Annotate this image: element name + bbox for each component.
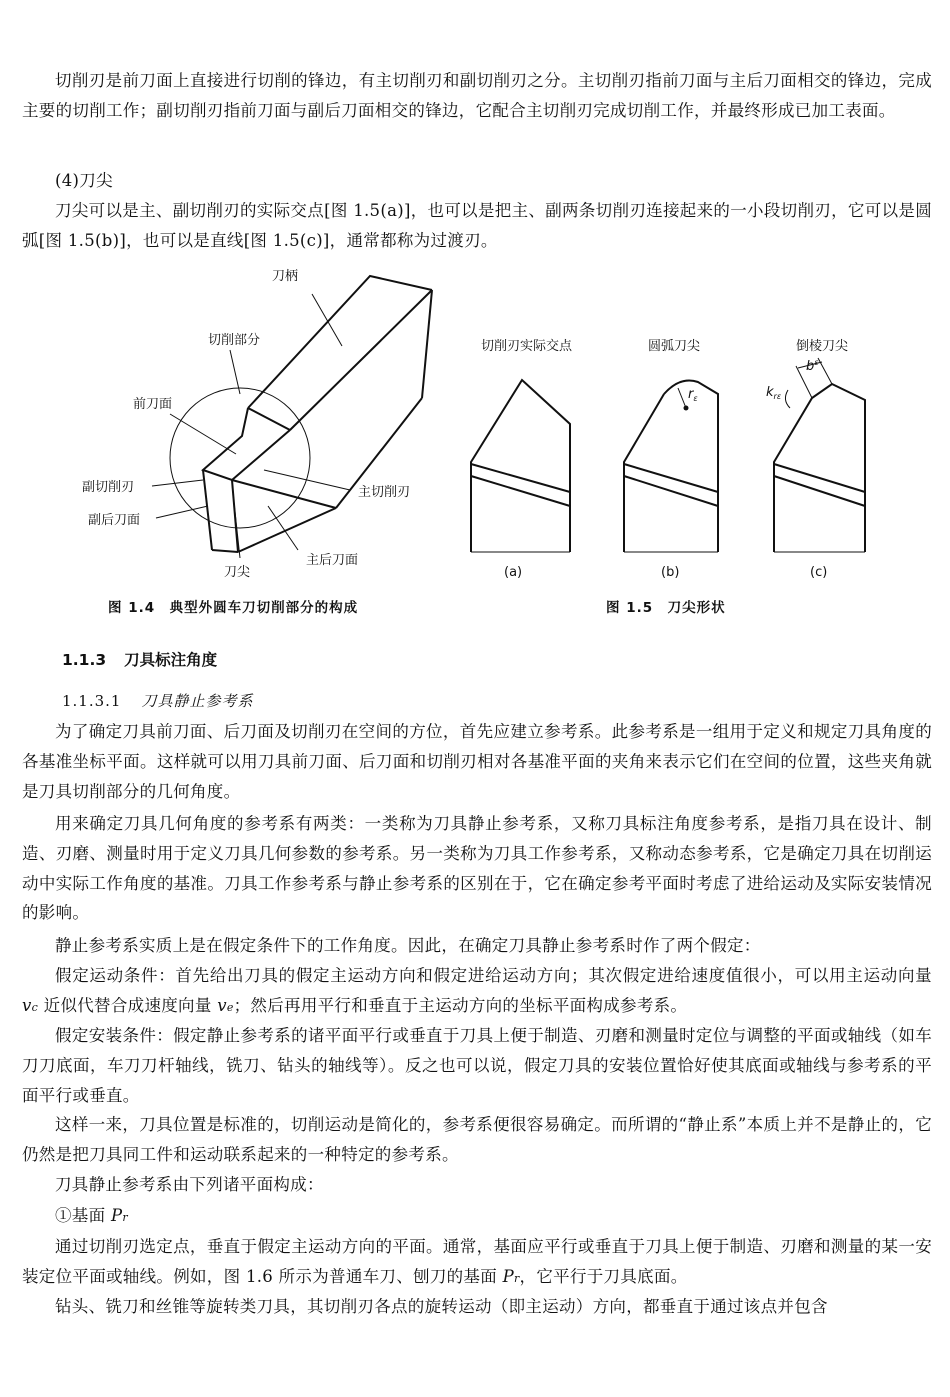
label-k-r-epsilon: $k_{r\varepsilon}$ — [766, 385, 782, 401]
arc-center-dot — [684, 406, 689, 411]
body-paragraph-2: 用来确定刀具几何角度的参考系有两类：一类称为刀具静止参考系，又称刀具标注角度参考系，是指刀具在设计、制造、刃磨、测量时用于定义刀具几何参数的参考系。另一类称为刀具工作参考系，又称动态参考系，它是确定刀具在切削运动中实际工作角度的基准。刀具工作参考系与静止参考系的区别在于，它在确定参考平面时考虑了进给运动及实际安装情况的影响。 — [22, 814, 932, 923]
rake-inner-edge — [248, 408, 290, 430]
label-handle: 刀柄 — [272, 269, 299, 284]
section-title: 刀具标注角度 — [124, 651, 218, 669]
body-paragraph-10: 钻头、铣刀和丝锥等旋转类刀具，其切削刃各点的旋转运动（即主运动）方向，都垂直于通过该点并包含 — [55, 1297, 828, 1316]
figure-1-5-c — [774, 358, 865, 552]
leader-cutting-part — [230, 350, 240, 394]
body-paragraph-9: 通过切削刃选定点，垂直于假定主运动方向的平面。通常，基面应平行或垂直于刀具上便于制造、刃磨和测量的某一安装定位平面或轴线。例如，图 1.6 所示为普通车刀、刨刀的基面 Pr，它平行于刀具底面。 — [22, 1237, 932, 1286]
paragraph-cutting-edge: 切削刃是前刀面上直接进行切削的锋边，有主切削刃和副切削刃之分。主切削刃指前刀面与主后刀面相交的锋边，完成主要的切削工作；副切削刃指前刀面与副后刀面相交的锋边，它配合主切削刃完成切削工作，并最终形成已加工表面。 — [22, 71, 932, 120]
label-major-edge: 主切削刃 — [358, 485, 411, 500]
var-pr: Pr — [110, 1206, 128, 1225]
body-paragraph-7: 刀具静止参考系由下列诸平面构成： — [55, 1175, 324, 1194]
label-r-epsilon: $r_\varepsilon$ — [688, 387, 698, 403]
body-paragraph-5: 假定安装条件：假定静止参考系的诸平面平行或垂直于刀具上便于制造、刃磨和测量时定位与调整的平面或轴线（如车刀刀底面，车刀刀杆轴线，铣刀、钻头的轴线等）。反之也可以说，假定刀具的安装位置恰好使其底面或轴线与参考系的平面平行或垂直。 — [22, 1026, 932, 1105]
leader-major-edge — [264, 470, 350, 490]
var-pr-2: Pr — [502, 1266, 520, 1286]
label-fig-a-title: 切削刃实际交点 — [481, 339, 573, 354]
label-cutting-part: 切削部分 — [208, 333, 261, 348]
label-fig-b: (b) — [661, 565, 680, 580]
label-fig-a: (a) — [504, 565, 523, 580]
leader-minor-flank — [156, 506, 208, 518]
section-heading — [62, 648, 217, 670]
major-flank-bottom — [238, 508, 336, 552]
label-minor-edge: 副切削刃 — [82, 480, 135, 495]
figure-1-5-caption: 图 1.5 刀尖形状 — [606, 600, 726, 616]
subsection-number: 1.1.3.1 — [62, 692, 122, 710]
rake-face-outline — [203, 408, 290, 480]
var-ve: ve — [217, 995, 234, 1015]
label-major-flank: 主后刀面 — [306, 553, 359, 568]
figure-1-4-caption: 图 1.4 典型外圆车刀切削部分的构成 — [108, 600, 359, 616]
label-b-epsilon: $b^\varepsilon$ — [806, 358, 819, 374]
body-paragraph-6: 这样一来，刀具位置是标准的，切削运动是简化的，参考系便很容易确定。而所谓的“静止系”本质上并不是静止的，它仍然是把刀具同工件和运动联系起来的一种特定的参考系。 — [22, 1115, 932, 1164]
var-vc: vc — [22, 995, 39, 1015]
shank-top-right-edge — [290, 290, 432, 430]
paragraph-tool-tip: 刀尖可以是主、副切削刃的实际交点[图 1.5(a)]，也可以是把主、副两条切削刃连接起来的一小段切削刃，它可以是圆弧[图 1.5(b)]，也可以是直线[图 1.5(c)]，通常都称为过渡刃。 — [22, 201, 932, 250]
leader-tip — [232, 484, 240, 558]
section-number: 1.1.3 — [62, 651, 107, 669]
leader-handle — [312, 294, 342, 346]
major-edge — [232, 480, 336, 508]
minor-edge — [203, 470, 212, 550]
label-minor-flank: 副后刀面 — [88, 513, 141, 528]
label-fig-c-title: 倒棱刀尖 — [796, 339, 849, 354]
bottom-edge — [212, 550, 238, 552]
subsection-heading — [62, 690, 254, 711]
body-paragraph-1: 为了确定刀具前刀面、后刀面及切削刃在空间的方位，首先应建立参考系。此参考系是一组用于定义和规定刀具角度的各基准坐标平面。这样就可以用刀具前刀面、后刀面和切削刃相对各基准平面的夹角来表示它们在空间的位置，这些夹角就是刀具切削部分的几何角度。 — [22, 722, 932, 801]
label-fig-c: (c) — [810, 565, 828, 580]
paragraph-tool-tip-heading: (4)刀尖 — [55, 171, 113, 190]
shank-right-edge — [422, 290, 432, 398]
body-paragraph-8: ①基面 Pr — [55, 1206, 128, 1225]
label-tip: 刀尖 — [224, 565, 251, 580]
cutting-part-circle — [170, 388, 310, 528]
figure-1-5-b — [624, 381, 718, 553]
figure-1-4-labels — [82, 268, 410, 580]
figure-1-4-turning-tool — [203, 276, 432, 552]
body-paragraph-3: 静止参考系实质上是在假定条件下的工作角度。因此，在确定刀具静止参考系时作了两个假定： — [55, 936, 761, 955]
leader-rake-face — [170, 414, 236, 454]
label-rake-face: 前刀面 — [133, 397, 173, 412]
subsection-title: 刀具静止参考系 — [141, 692, 254, 710]
figure-area — [0, 258, 950, 618]
leader-minor-edge — [152, 480, 203, 486]
figure-1-5-a — [471, 380, 570, 552]
body-paragraph-4: 假定运动条件：首先给出刀具的假定主运动方向和假定进给运动方向；其次假定进给速度值很小，可以用主运动向量 vc 近似代替合成速度向量 ve；然后再用平行和垂直于主运动方向的坐标平面构成参考系。 — [22, 966, 932, 1015]
label-fig-b-title: 圆弧刀尖 — [648, 339, 701, 354]
